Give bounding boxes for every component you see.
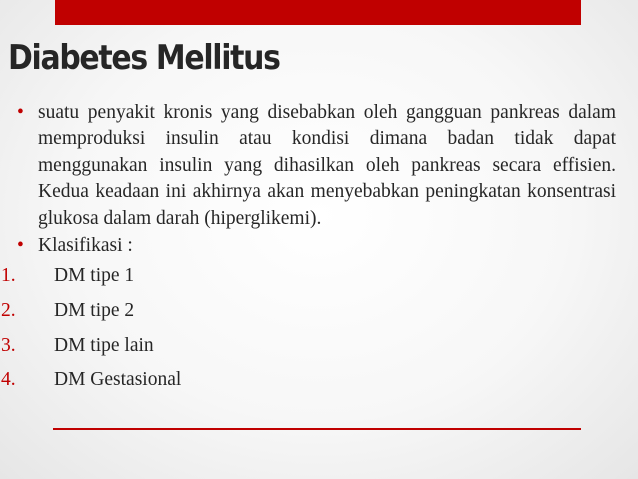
number-marker: 3. [1,334,16,356]
bullet-marker: • [17,102,24,123]
slide-body [1,100,616,398]
numbered-item-text: DM tipe 1 [54,265,135,287]
classification-heading: Klasifikasi : [38,235,133,257]
numbered-item-1 [1,259,616,294]
numbered-item-text: DM tipe 2 [54,300,135,322]
numbered-item-text: DM Gestasional [54,369,182,391]
numbered-item-2 [1,294,616,329]
numbered-item-4 [1,363,616,398]
number-marker: 4. [1,369,16,391]
number-marker: 1. [1,265,16,287]
number-marker: 2. [1,300,16,322]
definition-text: suatu penyakit kronis yang disebabkan oleh gangguan pankreas dalam memproduksi insulin atau kondisi dimana badan tidak dapat menggunakan insulin yang dihasilkan oleh pankreas secara effisien. Kedua keadaan ini akhirnya akan menyebabkan peningkatan konsentrasi glukosa dalam darah (hiperglikemi). [38,102,616,229]
numbered-item-text: DM tipe lain [54,334,154,356]
slide-title: Diabetes Mellitus [8,38,280,78]
top-accent-bar [55,0,581,25]
bullet-item-definition [17,100,616,232]
bottom-accent-line [53,428,581,430]
bullet-marker: • [17,235,24,257]
numbered-item-3 [1,329,616,364]
bullet-item-classification [17,233,616,259]
